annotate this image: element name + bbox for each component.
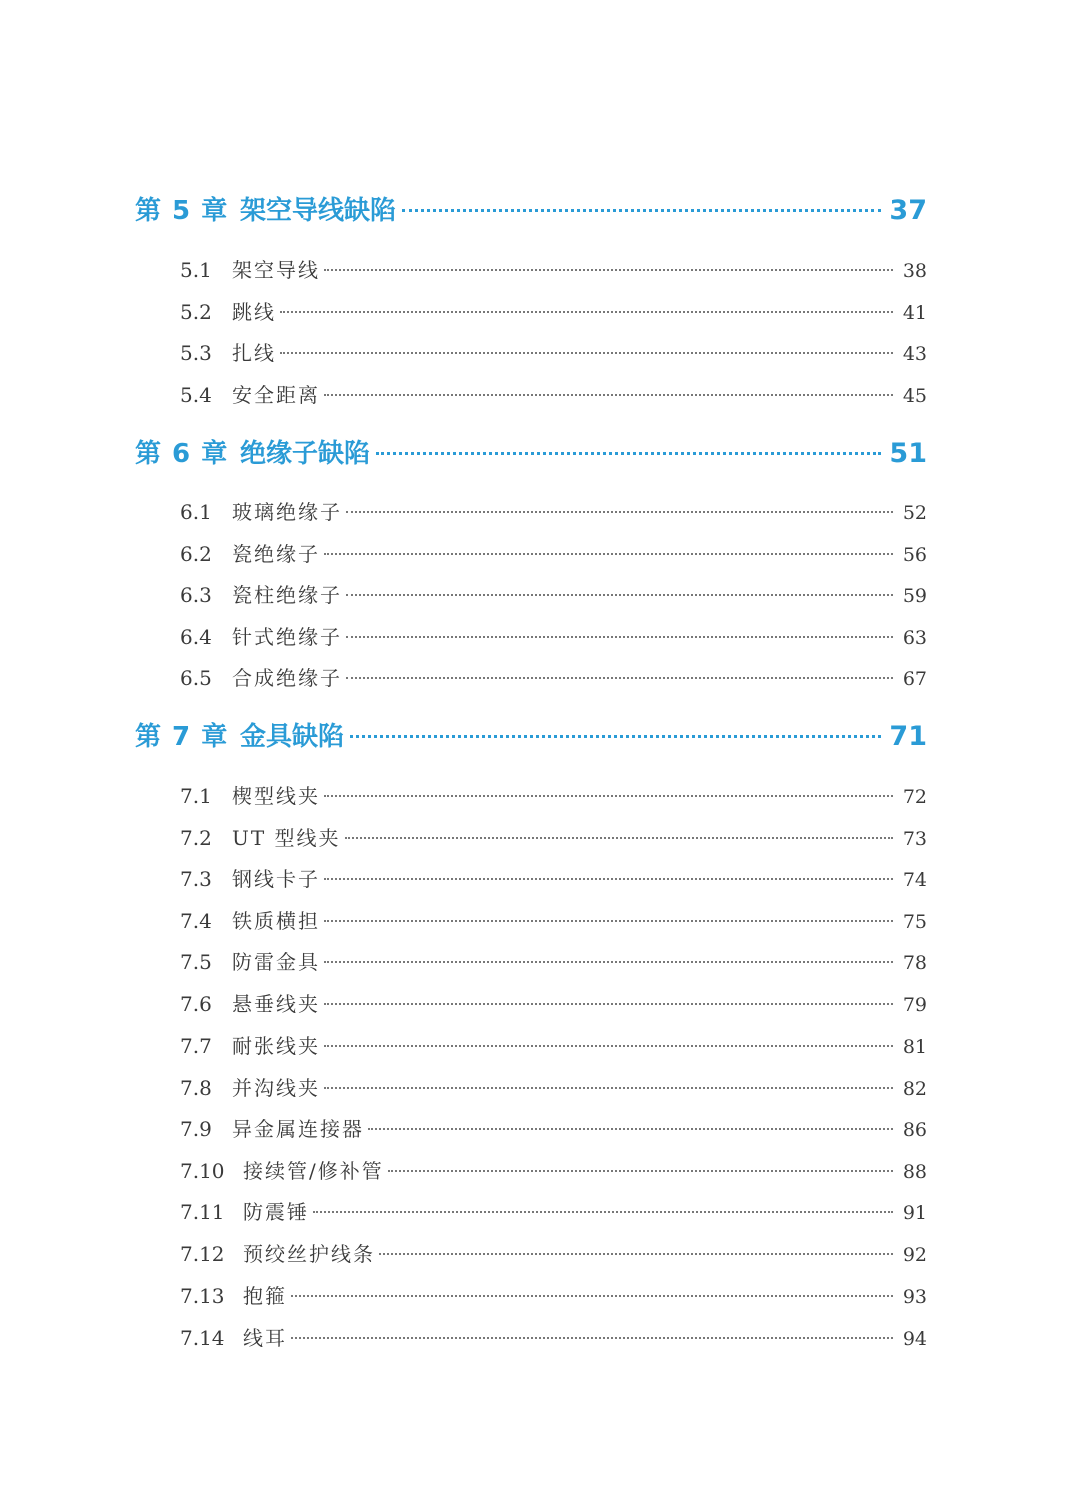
toc-entry[interactable] [180, 1072, 927, 1104]
dot-leader [291, 1337, 893, 1339]
toc-entry[interactable] [180, 579, 927, 611]
chapter-title: 绝缘子缺陷 [240, 439, 371, 469]
section-page: 63 [902, 627, 927, 649]
section-page: 56 [902, 544, 927, 566]
section-number: 7.2 [180, 826, 212, 850]
section-number: 6.5 [180, 666, 212, 690]
dot-leader [346, 511, 893, 513]
section-number: 7.9 [180, 1117, 212, 1141]
toc-entry[interactable] [180, 1322, 927, 1354]
section-title: 瓷绝缘子 [232, 542, 320, 566]
toc-chapter-5[interactable] [135, 190, 927, 230]
section-title: 安全距离 [232, 383, 320, 407]
toc-entry[interactable] [180, 1238, 927, 1270]
section-page: 45 [902, 385, 927, 407]
dot-leader [324, 269, 893, 271]
section-number: 5.1 [180, 258, 212, 282]
section-title: 钢线卡子 [232, 867, 320, 891]
section-title: 楔型线夹 [232, 784, 320, 808]
section-number: 6.1 [180, 500, 212, 524]
section-title: 针式绝缘子 [232, 625, 342, 649]
chapter-number: 第 6 章 [135, 439, 229, 469]
section-page: 52 [902, 502, 927, 524]
section-number: 7.14 [180, 1326, 225, 1350]
section-number: 7.6 [180, 992, 212, 1016]
dot-leader [324, 795, 893, 797]
dot-leader [379, 1253, 893, 1255]
dot-leader [324, 1045, 893, 1047]
toc-entry[interactable] [180, 988, 927, 1020]
section-number: 5.2 [180, 300, 212, 324]
section-number: 7.8 [180, 1076, 212, 1100]
section-title: 扎线 [232, 341, 276, 365]
toc-entry[interactable] [180, 946, 927, 978]
section-page: 41 [902, 302, 927, 324]
dot-leader [402, 209, 881, 212]
dot-leader [376, 452, 881, 455]
toc-entry[interactable] [180, 538, 927, 570]
section-page: 86 [902, 1119, 927, 1141]
toc-entry[interactable] [180, 621, 927, 653]
toc-entry[interactable] [180, 822, 927, 854]
section-title: UT 型线夹 [232, 826, 341, 850]
toc-entry[interactable] [180, 1030, 927, 1062]
dot-leader [368, 1128, 893, 1130]
dot-leader [346, 594, 893, 596]
section-page: 43 [902, 343, 927, 365]
section-title: 架空导线 [232, 258, 320, 282]
section-page: 75 [902, 911, 927, 933]
section-page: 81 [902, 1036, 927, 1058]
dot-leader [388, 1170, 893, 1172]
dot-leader [280, 352, 893, 354]
section-page: 94 [902, 1328, 927, 1350]
section-number: 7.3 [180, 867, 212, 891]
dot-leader [350, 735, 881, 738]
section-number: 7.11 [180, 1200, 225, 1224]
toc-entry[interactable] [180, 337, 927, 369]
chapter-page: 71 [889, 721, 927, 752]
toc-entry[interactable] [180, 296, 927, 328]
section-page: 93 [902, 1286, 927, 1308]
dot-leader [345, 837, 893, 839]
section-page: 38 [902, 260, 927, 282]
section-title: 抱箍 [243, 1284, 287, 1308]
toc-entry[interactable] [180, 496, 927, 528]
section-number: 7.10 [180, 1159, 225, 1183]
dot-leader [324, 1087, 893, 1089]
section-number: 7.12 [180, 1242, 225, 1266]
section-page: 73 [902, 828, 927, 850]
section-title: 瓷柱绝缘子 [232, 583, 342, 607]
chapter-number: 第 5 章 [135, 196, 229, 226]
chapter-page: 37 [889, 195, 927, 226]
dot-leader [324, 1003, 893, 1005]
section-title: 铁质横担 [232, 909, 320, 933]
dot-leader [280, 311, 893, 313]
dot-leader [324, 553, 893, 555]
toc-chapter-7[interactable] [135, 716, 927, 756]
dot-leader [313, 1211, 893, 1213]
section-number: 7.4 [180, 909, 212, 933]
section-title: 合成绝缘子 [232, 666, 342, 690]
toc-entry[interactable] [180, 863, 927, 895]
section-title: 玻璃绝缘子 [232, 500, 342, 524]
section-number: 6.2 [180, 542, 212, 566]
toc-entry[interactable] [180, 254, 927, 286]
chapter-title: 架空导线缺陷 [240, 196, 397, 226]
section-page: 67 [902, 668, 927, 690]
section-page: 92 [902, 1244, 927, 1266]
toc-entry[interactable] [180, 1196, 927, 1228]
section-number: 7.13 [180, 1284, 225, 1308]
section-title: 防雷金具 [232, 950, 320, 974]
toc-entry[interactable] [180, 780, 927, 812]
dot-leader [324, 961, 893, 963]
dot-leader [346, 677, 893, 679]
toc-entry[interactable] [180, 379, 927, 411]
section-title: 跳线 [232, 300, 276, 324]
dot-leader [291, 1295, 893, 1297]
dot-leader [324, 394, 893, 396]
section-title: 接续管/修补管 [243, 1159, 384, 1183]
toc-entry[interactable] [180, 905, 927, 937]
section-number: 7.5 [180, 950, 212, 974]
section-title: 预绞丝护线条 [243, 1242, 375, 1266]
section-number: 7.1 [180, 784, 212, 808]
dot-leader [324, 878, 893, 880]
section-number: 5.3 [180, 341, 212, 365]
toc-entry[interactable] [180, 1113, 927, 1145]
section-title: 异金属连接器 [232, 1117, 364, 1141]
toc-chapter-6[interactable] [135, 433, 927, 473]
section-title: 并沟线夹 [232, 1076, 320, 1100]
section-page: 88 [902, 1161, 927, 1183]
section-page: 59 [902, 585, 927, 607]
section-page: 78 [902, 952, 927, 974]
chapter-number: 第 7 章 [135, 722, 229, 752]
section-title: 耐张线夹 [232, 1034, 320, 1058]
section-number: 5.4 [180, 383, 212, 407]
toc-entry[interactable] [180, 1280, 927, 1312]
section-page: 72 [902, 786, 927, 808]
chapter-title: 金具缺陷 [240, 722, 345, 752]
toc-entry[interactable] [180, 1155, 927, 1187]
chapter-page: 51 [889, 438, 927, 469]
section-page: 79 [902, 994, 927, 1016]
toc-entry[interactable] [180, 662, 927, 694]
section-number: 7.7 [180, 1034, 212, 1058]
section-page: 91 [902, 1202, 927, 1224]
section-title: 防震锤 [243, 1200, 309, 1224]
dot-leader [324, 920, 893, 922]
dot-leader [346, 636, 893, 638]
section-title: 悬垂线夹 [232, 992, 320, 1016]
section-title: 线耳 [243, 1326, 287, 1350]
section-number: 6.3 [180, 583, 212, 607]
section-page: 74 [902, 869, 927, 891]
section-page: 82 [902, 1078, 927, 1100]
section-number: 6.4 [180, 625, 212, 649]
